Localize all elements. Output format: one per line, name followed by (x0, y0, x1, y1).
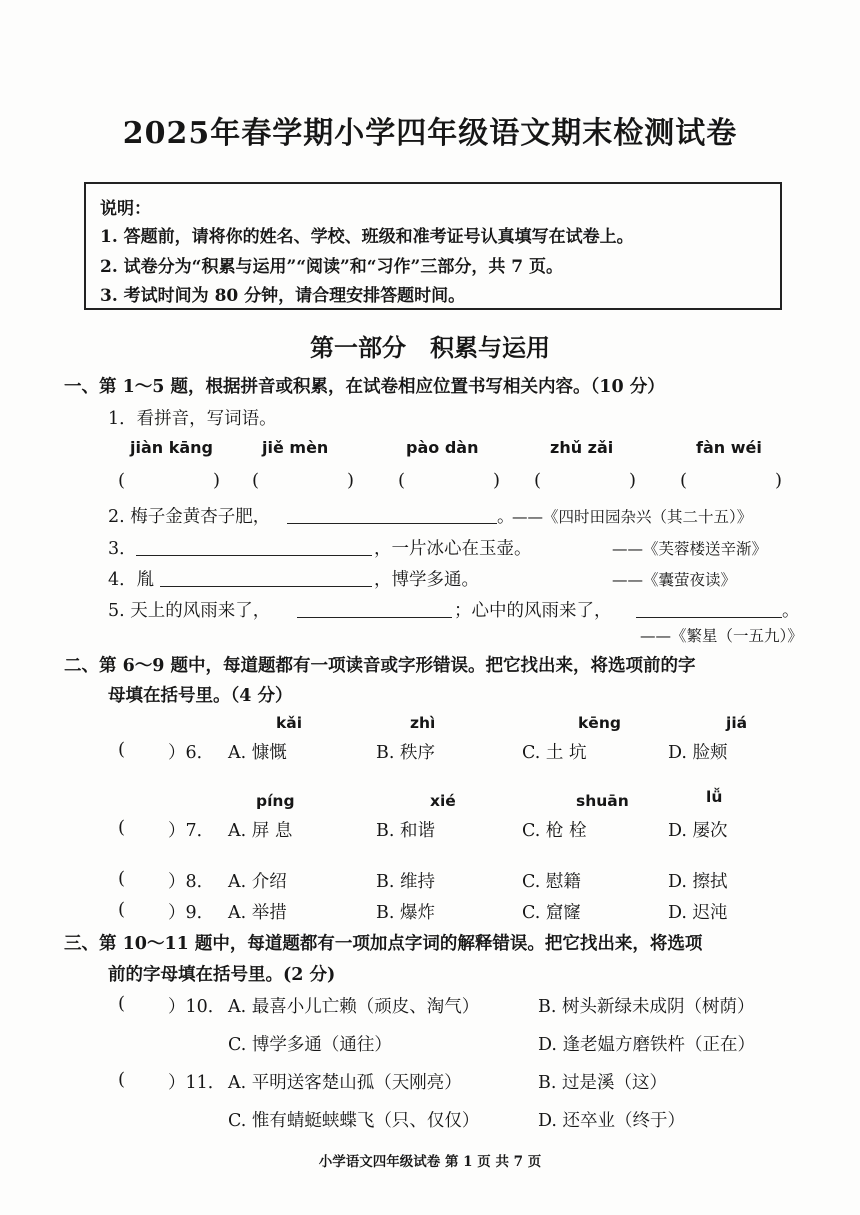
q10-option-d: D. 逢老媪方磨铁杵（正在） (538, 1035, 756, 1055)
q9-number: ）9． (168, 903, 215, 923)
q5-blank-1[interactable] (297, 617, 452, 618)
instructions-box (84, 182, 782, 310)
q1-text: 1．看拼音，写词语。 (108, 409, 277, 429)
q7-answer-paren[interactable]: ( (118, 817, 126, 838)
q5-end: 。 (782, 601, 800, 621)
q3-blank[interactable] (136, 555, 372, 556)
q4-blank[interactable] (160, 586, 372, 587)
answer-paren-3-close[interactable]: ) (493, 470, 501, 491)
q8-option-d: D. 擦拭 (668, 872, 728, 892)
q6-pinyin-c: kēng (578, 714, 621, 732)
q7-pinyin-d: lǚ (706, 788, 723, 806)
q2-end: 。 (497, 507, 515, 527)
answer-paren-4-close[interactable]: ) (629, 470, 637, 491)
q2-text: 2. 梅子金黄杏子肥， (108, 507, 271, 527)
pinyin-3: pào dàn (406, 438, 479, 457)
q6-option-c: C. 土 坑 (522, 743, 587, 763)
q4-number: 4．胤 (108, 570, 155, 590)
q5-mid: ；心中的风雨来了， (454, 601, 612, 621)
q7-option-b: B. 和谐 (376, 821, 435, 841)
q6-pinyin-d: jiá (726, 714, 748, 732)
instruction-3: 3. 考试时间为 80 分钟，请合理安排答题时间。 (100, 286, 466, 306)
q6-number: ）6． (168, 743, 215, 763)
q7-option-c: C. 枪 栓 (522, 821, 587, 841)
pinyin-5: fàn wéi (696, 438, 762, 457)
q9-option-a: A. 举措 (228, 903, 287, 923)
answer-paren-5-open[interactable]: ( (680, 470, 688, 491)
answer-paren-1-close[interactable]: ) (213, 470, 221, 491)
q11-option-b: B. 过是溪（这） (538, 1073, 667, 1093)
q10-option-b: B. 树头新绿未成阴（树荫） (538, 997, 755, 1017)
q7-pinyin-a: píng (256, 792, 295, 810)
pinyin-4: zhǔ zǎi (550, 438, 614, 457)
q6-answer-paren[interactable]: ( (118, 739, 126, 760)
q4-source: ——《囊萤夜读》 (612, 571, 737, 589)
pinyin-2: jiě mèn (262, 438, 329, 457)
q7-pinyin-c: shuān (576, 792, 629, 810)
part1-title: 第一部分 积累与运用 (310, 333, 550, 362)
q10-answer-paren[interactable]: ( (118, 993, 126, 1014)
q6-pinyin-a: kǎi (276, 714, 303, 732)
q10-option-c: C. 博学多通（通往） (228, 1035, 392, 1055)
q7-number: ）7． (168, 821, 215, 841)
q6-pinyin-b: zhì (410, 714, 436, 732)
answer-paren-2-close[interactable]: ) (347, 470, 355, 491)
answer-paren-4-open[interactable]: ( (534, 470, 542, 491)
q11-answer-paren[interactable]: ( (118, 1069, 126, 1090)
q3-number: 3． (108, 539, 137, 559)
pinyin-1: jiàn kāng (130, 438, 214, 457)
instructions-heading: 说明： (100, 199, 151, 219)
answer-paren-5-close[interactable]: ) (775, 470, 783, 491)
q3-text: ，一片冰心在玉壶。 (374, 539, 532, 559)
page-footer: 小学语文四年级试卷 第 1 页 共 7 页 (318, 1154, 542, 1170)
q9-option-d: D. 迟沌 (668, 903, 728, 923)
q3-source: ——《芙蓉楼送辛渐》 (612, 540, 768, 558)
section2-heading-line1: 二、第 6～9 题中，每道题都有一项读音或字形错误。把它找出来，将选项前的字 (64, 656, 696, 676)
q8-option-b: B. 维持 (376, 872, 435, 892)
answer-paren-2-open[interactable]: ( (252, 470, 260, 491)
q7-pinyin-b: xié (430, 792, 456, 810)
instruction-1: 1. 答题前，请将你的姓名、学校、班级和准考证号认真填写在试卷上。 (100, 227, 634, 247)
q6-option-d: D. 脸颊 (668, 743, 728, 763)
q8-option-a: A. 介绍 (228, 872, 287, 892)
q11-option-a: A. 平明送客楚山孤（天刚亮） (228, 1073, 462, 1093)
q8-option-c: C. 慰籍 (522, 872, 581, 892)
section2-heading-line2: 母填在括号里。（4 分） (108, 686, 293, 706)
q10-option-a: A. 最喜小儿亡赖（顽皮、淘气） (228, 997, 480, 1017)
q9-option-c: C. 窟窿 (522, 903, 581, 923)
q9-answer-paren[interactable]: ( (118, 899, 126, 920)
q6-option-a: A. 慷慨 (228, 743, 287, 763)
q9-option-b: B. 爆炸 (376, 903, 435, 923)
q6-option-b: B. 秩序 (376, 743, 435, 763)
section1-heading: 一、第 1～5 题，根据拼音或积累，在试卷相应位置书写相关内容。（10 分） (64, 377, 665, 397)
q7-option-a: A. 屏 息 (228, 821, 293, 841)
q5-source: ——《繁星（一五九）》 (640, 627, 803, 645)
q2-source: ——《四时田园杂兴（其二十五）》 (512, 508, 753, 526)
q5-text: 5. 天上的风雨来了， (108, 601, 271, 621)
section3-heading-line1: 三、第 10～11 题中，每道题都有一项加点字词的解释错误。把它找出来，将选项 (64, 934, 703, 954)
q10-number: ）10． (168, 997, 226, 1017)
q8-answer-paren[interactable]: ( (118, 868, 126, 889)
q2-blank[interactable] (287, 523, 497, 524)
section3-heading-line2: 前的字母填在括号里。(2 分) (108, 965, 336, 985)
q11-option-c: C. 惟有蜻蜓蛱蝶飞（只、仅仅） (228, 1111, 480, 1131)
q5-blank-2[interactable] (636, 617, 782, 618)
q11-option-d: D. 还卒业（终于） (538, 1111, 686, 1131)
exam-title: 2025年春学期小学四年级语文期末检测试卷 (122, 116, 738, 151)
answer-paren-3-open[interactable]: ( (398, 470, 406, 491)
answer-paren-1-open[interactable]: ( (118, 470, 126, 491)
q7-option-d: D. 屡次 (668, 821, 728, 841)
q4-text: ，博学多通。 (374, 570, 479, 590)
q11-number: ）11． (168, 1073, 226, 1093)
q8-number: ）8． (168, 872, 215, 892)
instruction-2: 2. 试卷分为“积累与运用”“阅读”和“习作”三部分，共 7 页。 (100, 257, 564, 277)
